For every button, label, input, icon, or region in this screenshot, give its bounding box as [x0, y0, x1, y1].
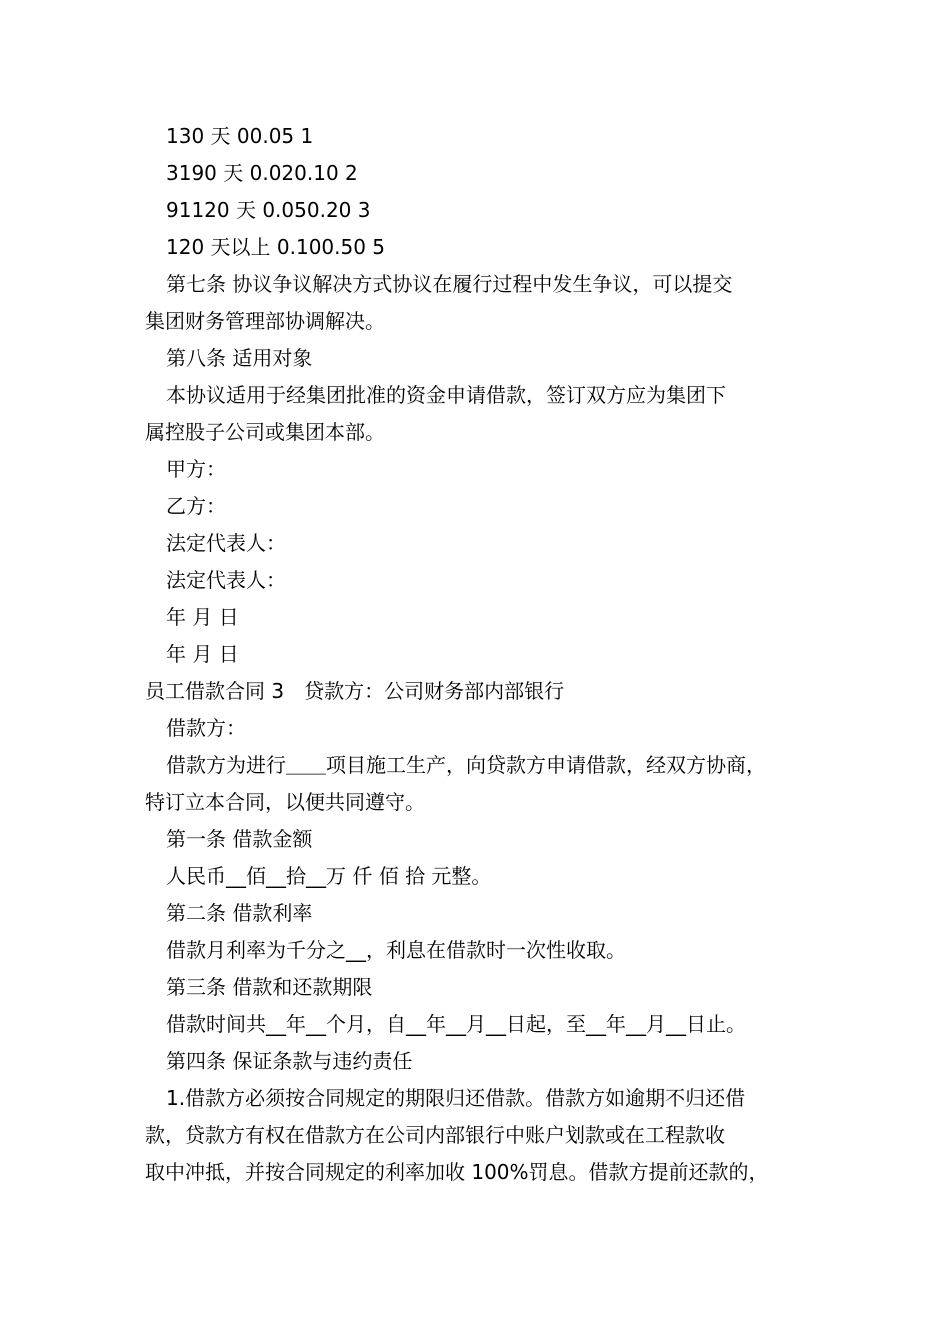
document-line: 特订立本合同，以便共同遵守。	[145, 790, 425, 814]
document-line: 年 月 日	[166, 642, 239, 666]
document-line: 取中冲抵，并按合同规定的利率加收 100%罚息。借款方提前还款的，	[145, 1160, 769, 1184]
document-line: 第一条 借款金额	[166, 827, 313, 851]
document-line: 91120 天 0.050.20 3	[166, 198, 371, 222]
document-line: 本协议适用于经集团批准的资金申请借款，签订双方应为集团下	[166, 383, 726, 407]
document-body	[145, 118, 815, 1191]
document-line: 130 天 00.05 1	[166, 124, 314, 148]
document-line: 第二条 借款利率	[166, 901, 313, 925]
document-line: 属控股子公司或集团本部。	[145, 420, 385, 444]
document-line: 3190 天 0.020.10 2	[166, 161, 358, 185]
document-line: 年 月 日	[166, 605, 239, 629]
document-line: 第七条 协议争议解决方式协议在履行过程中发生争议，可以提交	[166, 272, 733, 296]
document-line: 法定代表人：	[166, 531, 286, 555]
document-line: 借款月利率为千分之__，利息在借款时一次性收取。	[166, 938, 626, 962]
document-line: 120 天以上 0.100.50 5	[166, 235, 386, 259]
document-line: 甲方：	[166, 457, 226, 481]
document-line: 款，贷款方有权在借款方在公司内部银行中账户划款或在工程款收	[145, 1123, 725, 1147]
document-line: 人民币__佰__拾__万 仟 佰 拾 元整。	[166, 864, 492, 888]
document-line: 乙方：	[166, 494, 226, 518]
document-line: 员工借款合同 3 贷款方：公司财务部内部银行	[145, 679, 565, 703]
document-line: 借款时间共__年__个月，自__年__月__日起，至__年__月__日止。	[166, 1012, 746, 1036]
document-line: 第四条 保证条款与违约责任	[166, 1049, 413, 1073]
document-line: 集团财务管理部协调解决。	[145, 309, 385, 333]
document-line: 借款方为进行＿＿项目施工生产，向贷款方申请借款，经双方协商，	[166, 753, 766, 777]
document-line: 借款方：	[166, 716, 246, 740]
document-line: 第八条 适用对象	[166, 346, 313, 370]
document-line: 第三条 借款和还款期限	[166, 975, 373, 999]
document-line: 法定代表人：	[166, 568, 286, 592]
document-line: 1.借款方必须按合同规定的期限归还借款。借款方如逾期不归还借	[166, 1086, 746, 1110]
